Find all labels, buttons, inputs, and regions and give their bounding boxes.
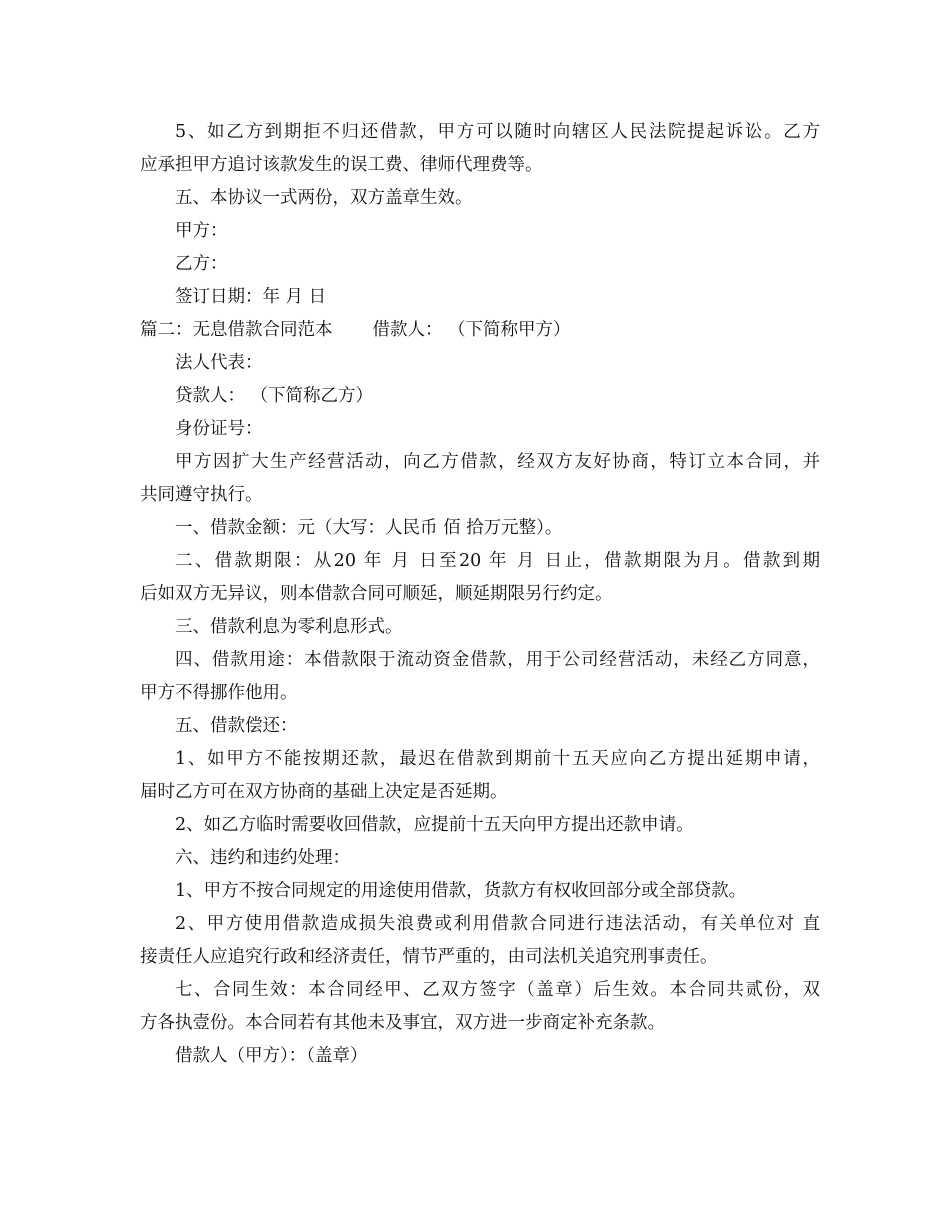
clause-purpose: 四、借款用途：本借款限于流动资金借款，用于公司经营活动，未经乙方同意， — [175, 650, 820, 670]
clause-effect: 七、合同生效：本合同经甲、乙双方签字（盖章）后生效。本合同共贰份，双 — [175, 980, 820, 1000]
paragraph-line: 甲方因扩大生产经营活动，向乙方借款，经双方友好协商，特订立本合同，并 — [175, 452, 820, 472]
document-body — [140, 116, 820, 1073]
borrower-signature-label: 借款人（甲方）：（盖章） — [175, 1046, 368, 1066]
paragraph-line: 方各执壹份。本合同若有其他未及事宜，双方进一步商定补充条款。 — [140, 1013, 665, 1033]
clause-interest: 三、借款利息为零利息形式。 — [175, 617, 403, 637]
paragraph-line: 共同遵守执行。 — [140, 485, 263, 505]
paragraph-line: 1、甲方不按合同规定的用途使用借款，货款方有权收回部分或全部贷款。 — [175, 881, 747, 901]
sign-date-label: 签订日期：年 月 日 — [175, 287, 327, 307]
paragraph-line: 甲方不得挪作他用。 — [140, 683, 298, 703]
legal-rep-label: 法人代表： — [175, 353, 263, 373]
paragraph-line: 2、甲方使用借款造成损失浪费或利用借款合同进行违法活动，有关单位对 直 — [175, 914, 820, 934]
paragraph-line: 应承担甲方追讨该款发生的误工费、律师代理费等。 — [140, 155, 543, 175]
article-title-line — [140, 314, 820, 347]
party-a-label: 甲方： — [175, 221, 228, 241]
party-b-label: 乙方： — [175, 254, 228, 274]
clause-breach: 六、违约和违约处理： — [175, 848, 350, 868]
paragraph-line: 5、如乙方到期拒不归还借款，甲方可以随时向辖区人民法院提起诉讼。乙方 — [175, 122, 820, 142]
paragraph-line: 后如双方无异议，则本借款合同可顺延，顺延期限另行约定。 — [140, 584, 613, 604]
paragraph-line: 届时乙方可在双方协商的基础上决定是否延期。 — [140, 782, 508, 802]
clause-amount: 一、借款金额：元（大写：人民币 佰 拾万元整）。 — [175, 518, 563, 538]
article-title: 篇二：无息借款合同范本 — [140, 320, 333, 340]
lender-label: 贷款人： （下简称乙方） — [175, 386, 374, 406]
clause-term: 二、借款期限：从20 年 月 日至20 年 月 日止，借款期限为月。借款到期 — [175, 551, 820, 571]
section-heading: 五、本协议一式两份，双方盖章生效。 — [175, 188, 473, 208]
borrower-label: 借款人： （下简称甲方） — [372, 320, 571, 340]
id-number-label: 身份证号： — [175, 419, 263, 439]
paragraph-line: 接责任人应追究行政和经济责任，情节严重的，由司法机关追究刑事责任。 — [140, 947, 718, 967]
paragraph-line: 2、如乙方临时需要收回借款，应提前十五天向甲方提出还款申请。 — [175, 815, 694, 835]
clause-repayment: 五、借款偿还： — [175, 716, 298, 736]
paragraph-line: 1、如甲方不能按期还款，最迟在借款到期前十五天应向乙方提出延期申请， — [175, 749, 820, 769]
